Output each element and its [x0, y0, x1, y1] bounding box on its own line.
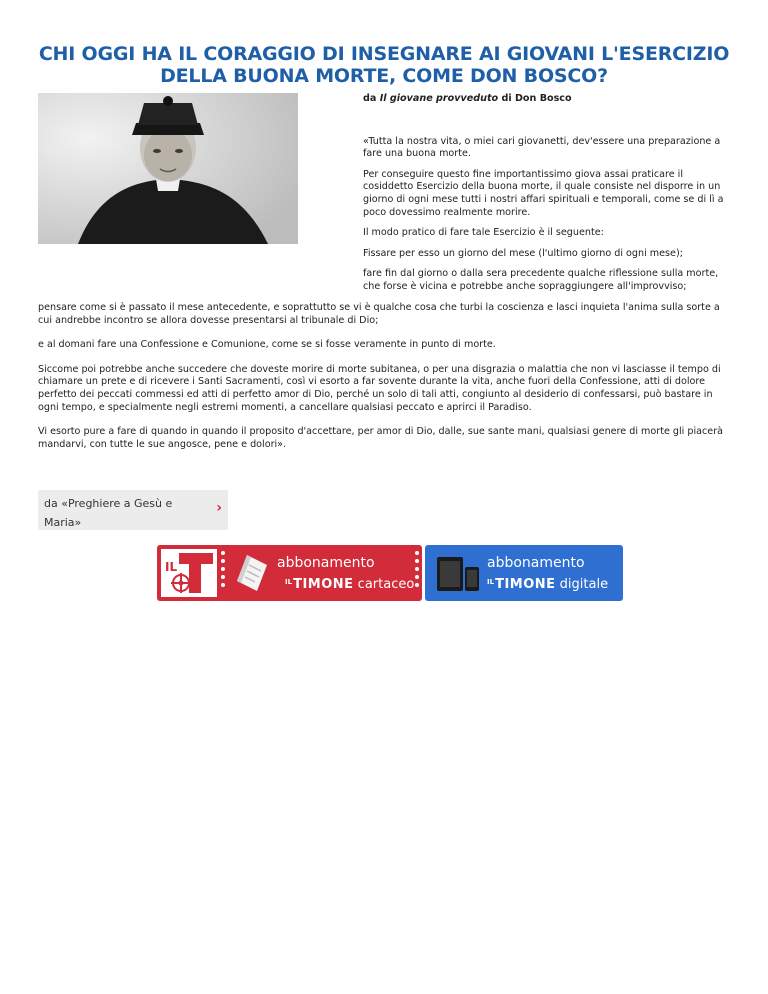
portrait-photo — [38, 93, 298, 244]
ticket-perforation — [415, 551, 419, 595]
article-body — [38, 302, 730, 463]
digital-line1: abbonamento — [487, 555, 585, 571]
article-title: CHI OGGI HA IL CORAGGIO DI INSEGNARE AI GIOVANI L'ESERCIZIO DELLA BUONA MORTE, COME DON BOSCO? — [38, 42, 730, 87]
subscribe-paper-button[interactable] — [157, 545, 422, 601]
related-article-label: da «Preghiere a Gesù e Maria» — [44, 497, 173, 529]
related-article-link[interactable] — [38, 490, 228, 530]
ticket-perforation — [221, 551, 225, 595]
paragraph: e al domani fare una Confessione e Comunione, come se si fosse veramente in punto di morte. — [38, 339, 496, 351]
timone-logo-icon — [161, 549, 217, 597]
paragraph: «Tutta la nostra vita, o miei cari giovanetti, dev'essere una preparazione a fare una buona morte. — [363, 135, 721, 160]
digital-line2: $^{IL}$TIMONE digitale — [487, 577, 609, 592]
article-intro — [363, 93, 733, 302]
paragraph: Per conseguire questo fine importantissimo giova assai praticare il cosiddetto Esercizio della buona morte, il quale consiste nel disporre in un giorno di ogni mese tutti i nostri affari spirituali e temporali, come se di lì a poco dovessimo realmente morire. — [363, 168, 724, 218]
svg-text:IL: IL — [165, 560, 178, 574]
chevron-right-icon: › — [216, 500, 222, 516]
article-source — [363, 93, 733, 106]
devices-icon — [435, 553, 485, 593]
newspaper-icon — [233, 553, 269, 593]
paper-line1: abbonamento — [277, 555, 375, 571]
paragraph: Il modo pratico di fare tale Esercizio è il seguente: — [363, 227, 604, 239]
paragraph: pensare come si è passato il mese antecedente, e soprattutto se vi è qualche cosa che turbi la coscienza e lasci inquieta l'anima sulla sorte a cui andrebbe incontro se allora dovesse presentarsi al tribunale di Dio; — [38, 302, 720, 326]
subscribe-digital-button[interactable] — [425, 545, 623, 601]
paper-line2: $^{IL}$TIMONE cartaceo — [285, 577, 415, 592]
source-book-title: Il giovane provveduto — [379, 93, 499, 104]
paragraph: Siccome poi potrebbe anche succedere che doveste morire di morte subitanea, o per una disgrazia o malattia che non vi lasciasse il tempo di chiamare un prete e di ricevere i Santi Sacramenti, così vi esorto a far sovente durante la vita, anche fuori della Confessione, atti di dolore perfetto dei peccati commessi ed atti di perfetto amor di Dio, perché un solo di tali atti, congiunto al desiderio di confessarsi, può bastare in ogni tempo, e specialmente negli estremi momenti, a cancellare qualsiasi peccato e aprirci il Paradiso. — [38, 363, 721, 413]
paragraph: fare fin dal giorno o dalla sera precedente qualche riflessione sulla morte, che forse è vicina e potrebbe anche sopraggiungere all'improvviso; — [363, 268, 719, 292]
paragraph: Vi esorto pure a fare di quando in quando il proposito d'accettare, per amor di Dio, dalle, sue sante mani, qualsiasi genere di morte gli piacerà mandarvi, con tutte le sue angosce, pene e dolori». — [38, 426, 724, 450]
paragraph: Fissare per esso un giorno del mese (l'ultimo giorno di ogni mese); — [363, 247, 683, 259]
subscription-banner — [157, 545, 623, 601]
source-prefix: da — [363, 93, 377, 104]
source-author: di Don Bosco — [501, 93, 572, 104]
